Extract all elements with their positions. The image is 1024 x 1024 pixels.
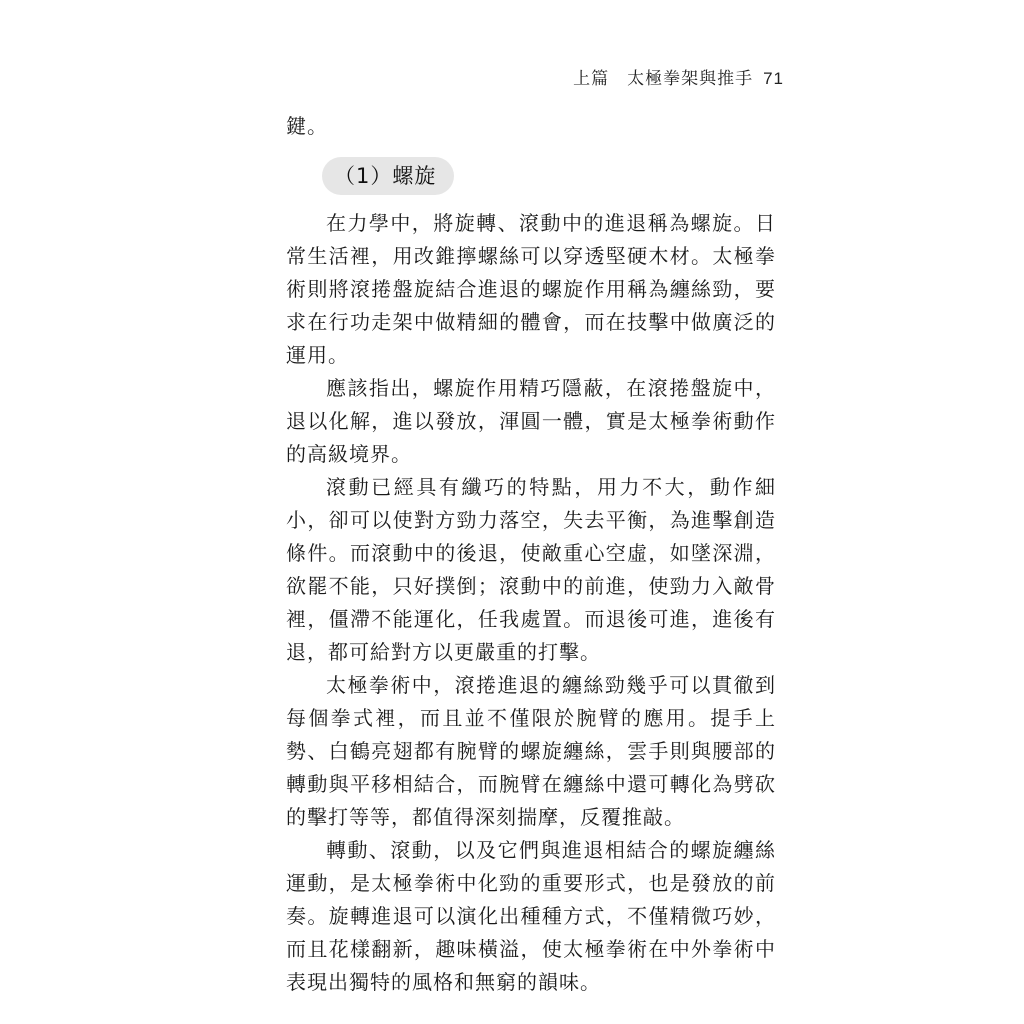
header-book-title: 太極拳架與推手 — [627, 69, 754, 89]
continuation-text: 鍵。 — [286, 114, 328, 138]
running-header — [573, 64, 784, 89]
header-part-label: 上篇 — [573, 69, 610, 89]
paragraph: 轉動、滾動，以及它們與進退相結合的螺旋纏絲運動，是太極拳術中化勁的重要形式，也是發放的前奏。旋轉進退可以演化出種種方式，不僅精微巧妙，而且花樣翻新，趣味橫溢，使太極拳術在中外拳術中表現出獨特的風格和無窮的韻味。 — [286, 838, 776, 994]
section-heading: （1）螺旋 — [322, 157, 454, 195]
page-number: 71 — [763, 69, 784, 88]
body-text — [286, 110, 776, 999]
paragraph: 滾動已經具有纖巧的特點，用力不大，動作細小，卻可以使對方勁力落空，失去平衡，為進擊創造條件。而滾動中的後退，使敵重心空虛，如墜深淵，欲罷不能，只好撲倒；滾動中的前進，使勁力入敵骨裡，僵滯不能運化，任我處置。而退後可進，進後有退，都可給對方以更嚴重的打擊。 — [286, 475, 776, 664]
paragraph: 在力學中，將旋轉、滾動中的進退稱為螺旋。日常生活裡，用改錐擰螺絲可以穿透堅硬木材。太極拳術則將滾捲盤旋結合進退的螺旋作用稱為纏絲勁，要求在行功走架中做精細的體會，而在技擊中做廣泛的運用。 — [286, 211, 776, 367]
paragraph: 太極拳術中，滾捲進退的纏絲勁幾乎可以貫徹到每個拳式裡，而且並不僅限於腕臂的應用。提手上勢、白鶴亮翅都有腕臂的螺旋纏絲，雲手則與腰部的轉動與平移相結合，而腕臂在纏絲中還可轉化為劈砍的擊打等等，都值得深刻揣摩，反覆推敲。 — [286, 673, 776, 829]
paragraph: 應該指出，螺旋作用精巧隱蔽，在滾捲盤旋中，退以化解，進以發放，渾圓一體，實是太極拳術動作的高級境界。 — [286, 376, 776, 466]
